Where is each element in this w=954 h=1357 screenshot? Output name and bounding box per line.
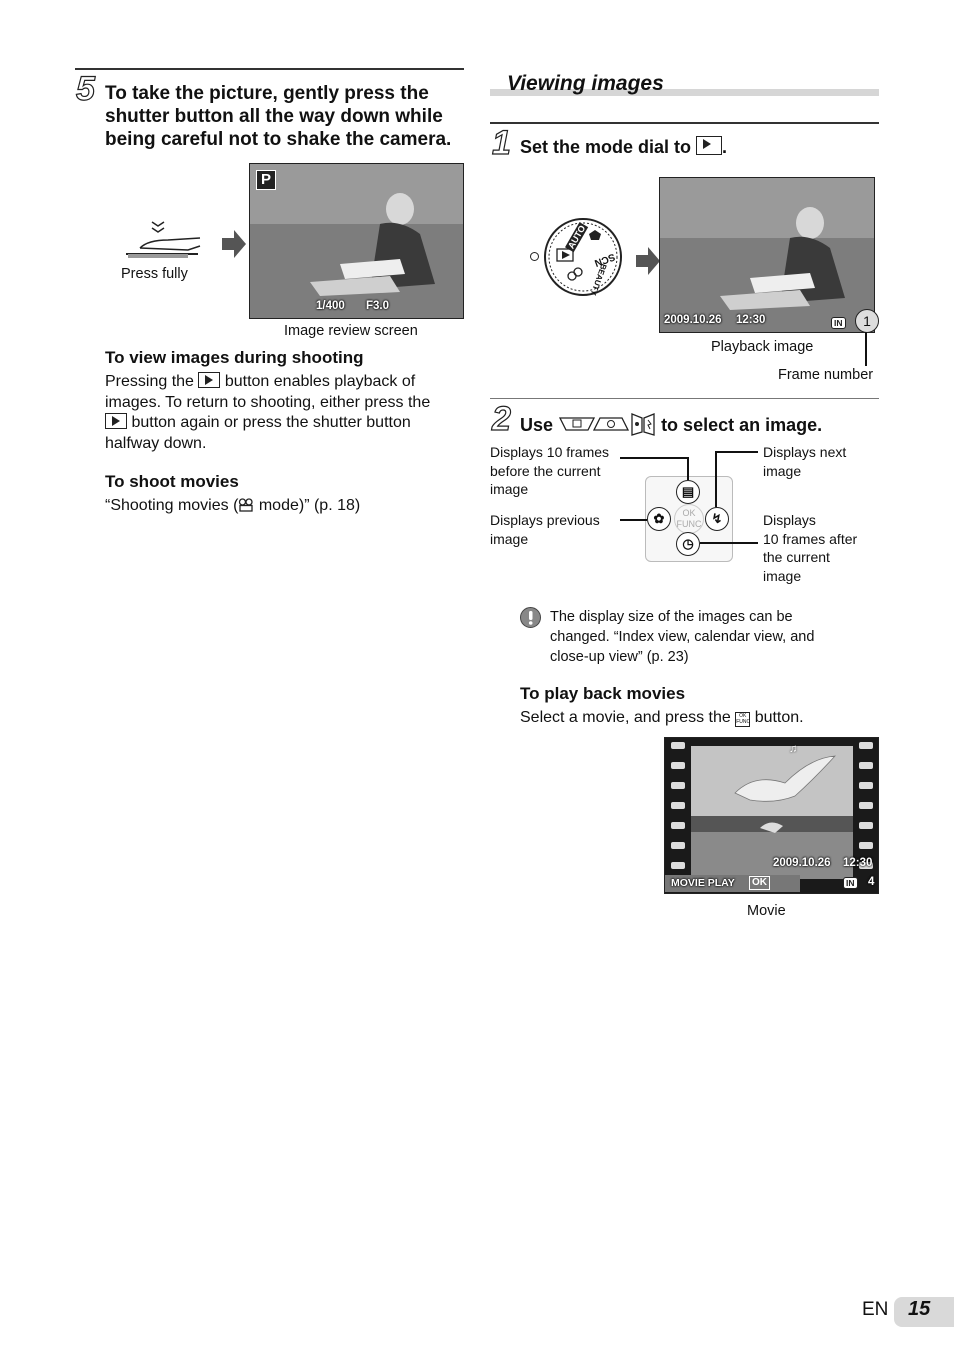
playback-button-icon xyxy=(696,136,722,155)
shoot-movies-heading: To shoot movies xyxy=(105,472,239,491)
step5-top-rule xyxy=(75,68,464,70)
leader-next-h xyxy=(716,451,758,453)
ok-func-button: OK FUNC xyxy=(674,504,704,534)
playback-time: 12:30 xyxy=(736,314,766,326)
film-strip-seagulls xyxy=(665,738,878,893)
step1-top-rule xyxy=(490,122,879,124)
photo-girl-reading xyxy=(660,178,874,332)
step2-heading: Use to select an image. xyxy=(520,412,822,437)
frame-number-leader xyxy=(865,332,867,366)
mode-badge: P xyxy=(256,170,276,190)
label-10-frames-after: Displays 10 frames after the current image xyxy=(763,512,858,584)
aperture: F3.0 xyxy=(366,300,390,312)
step1-number: 1 xyxy=(492,124,511,162)
step5-number: 5 xyxy=(76,70,95,108)
macro-left-icon: ✿ xyxy=(647,507,671,531)
dial-indicator-dot xyxy=(530,252,539,261)
flash-right-icon: ↯ xyxy=(705,507,729,531)
arrow-right-icon xyxy=(636,247,660,275)
image-review-caption: Image review screen xyxy=(284,323,418,339)
movie-camera-icon xyxy=(238,498,254,512)
movie-date: 2009.10.26 xyxy=(773,857,831,869)
arrow-pad-icon xyxy=(558,412,656,436)
dial-label-auto: AUTO xyxy=(566,223,588,251)
step1-heading: Set the mode dial to . xyxy=(520,137,728,157)
self-timer-down-icon: ◷ xyxy=(676,532,700,556)
section-title: Viewing images xyxy=(507,72,664,95)
playback-date: 2009.10.26 xyxy=(664,314,722,326)
caution-icon xyxy=(520,607,541,628)
movie-sound-icon: ♫ xyxy=(789,743,798,755)
play-movies-heading: To play back movies xyxy=(520,684,686,703)
leader-10-before-h xyxy=(620,457,688,459)
movie-time: 12:30 xyxy=(843,857,873,869)
arrow-right-icon xyxy=(222,230,246,258)
leader-next-v xyxy=(715,451,717,507)
photo-girl-reading xyxy=(250,164,463,318)
movie-count: 4 xyxy=(868,876,875,888)
view-during-text: Pressing the button enables playback of images. To return to shooting, either press the button again or press the shutter button halfway down. xyxy=(105,373,431,452)
note-text: The display size of the images can be changed. “Index view, calendar view, and close-up view” (p. 23) xyxy=(550,609,815,665)
exposure-up-icon: ▤ xyxy=(676,480,700,504)
step5-heading: To take the picture, gently press the shutter button all the way down while being careful not to shake the camera. xyxy=(105,83,452,150)
image-review-screen xyxy=(249,163,464,319)
movie-play-label: MOVIE PLAY xyxy=(671,877,735,889)
play-movies-text: Select a movie, and press the OK FUNC button. xyxy=(520,709,804,726)
press-fully-label: Press fully xyxy=(121,266,188,282)
shutter-speed: 1/400 xyxy=(316,300,345,312)
leader-previous-h xyxy=(620,519,647,521)
frame-number-caption: Frame number xyxy=(778,367,874,383)
shoot-movies-text: “Shooting movies ( mode)” (p. 18) xyxy=(105,497,361,514)
movie-screen xyxy=(664,737,879,894)
leader-10-after-h xyxy=(700,542,758,544)
ok-button-icon: OK FUNC xyxy=(736,713,751,725)
footer-page-number: 15 xyxy=(908,1298,931,1320)
movie-ok-badge: OK xyxy=(749,876,770,890)
step2-top-rule xyxy=(490,398,879,399)
finger-press-illustration xyxy=(118,218,208,260)
playback-button-icon xyxy=(198,372,220,388)
leader-10-before-v xyxy=(687,457,689,480)
label-next-image: Displays next image xyxy=(763,444,847,479)
label-previous-image: Displays previous image xyxy=(490,512,600,547)
movie-caption: Movie xyxy=(747,903,786,919)
playback-button-icon xyxy=(105,413,127,429)
dial-label-beauty: BEAUTY xyxy=(588,262,609,297)
movie-memory-indicator: IN xyxy=(843,877,858,889)
playback-image-screen xyxy=(659,177,875,333)
label-10-frames-before: Displays 10 frames before the current image xyxy=(490,444,610,497)
step2-number: 2 xyxy=(492,400,511,438)
view-during-heading: To view images during shooting xyxy=(105,348,364,367)
frame-number-badge: 1 xyxy=(855,309,879,333)
footer-lang: EN xyxy=(862,1299,889,1320)
playback-image-caption: Playback image xyxy=(711,339,814,355)
memory-indicator: IN xyxy=(831,317,846,329)
dial-label-scn: SCN xyxy=(592,250,617,269)
